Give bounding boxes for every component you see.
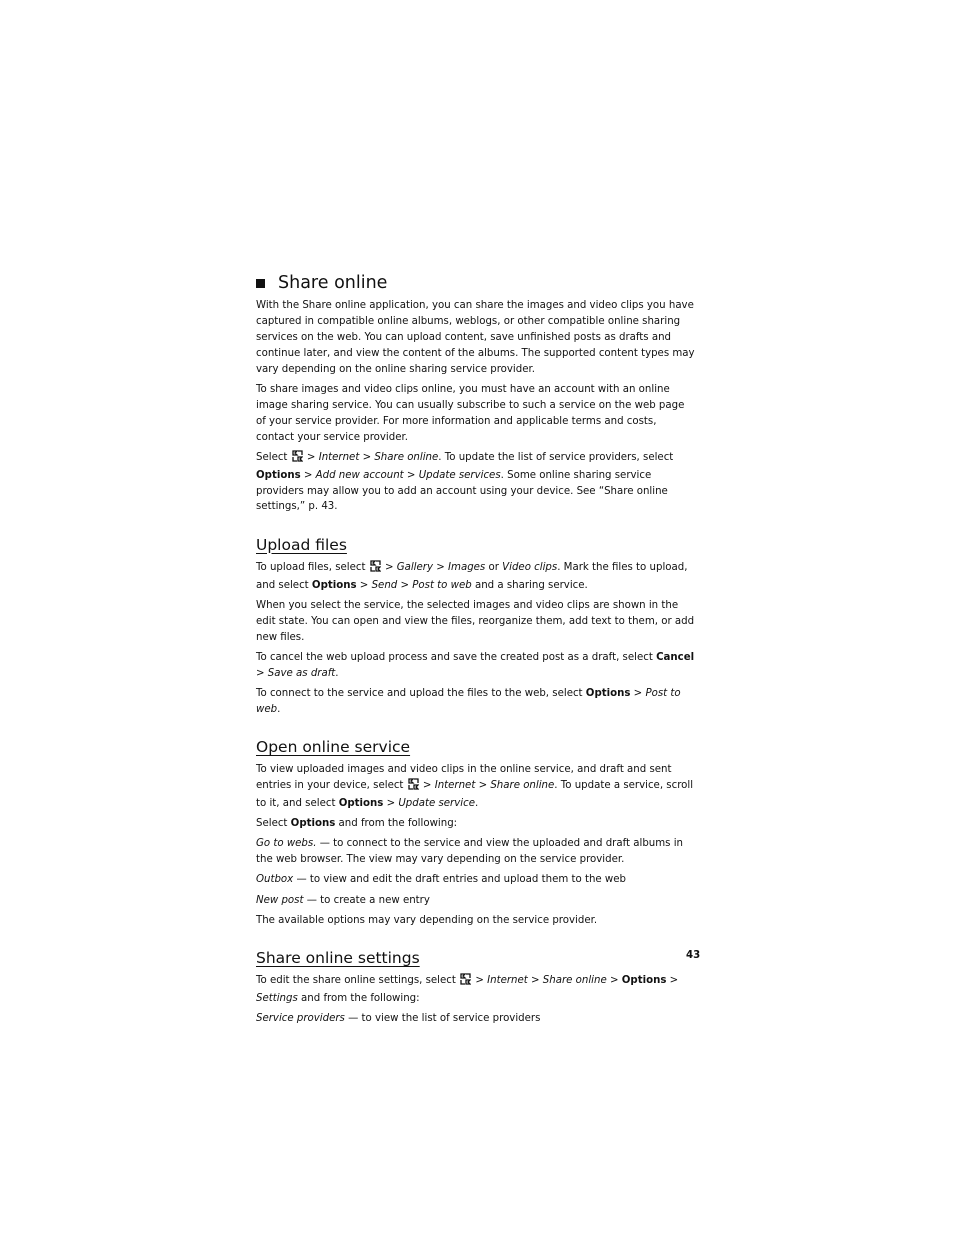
settings-heading: Share online settings bbox=[256, 948, 420, 967]
option-outbox: Outbox — to view and edit the draft entries and upload them to the web bbox=[256, 874, 626, 886]
section-heading bbox=[256, 270, 696, 296]
select-paragraph: Select > Internet > Share online. To update the list of service providers, select Options > Add new account > Update services. Some online sharing service providers may allow you to add an account using your device. See “Share online settings,” p. 43. bbox=[256, 451, 674, 513]
menu-key-icon bbox=[292, 450, 303, 468]
section-title: Share online bbox=[278, 273, 388, 293]
availability-paragraph: The available options may vary depending on the service provider. bbox=[256, 914, 598, 926]
settings-paragraph: To edit the share online settings, select > Internet > Share online > Options > Settings and from the following: bbox=[256, 974, 679, 1004]
intro-paragraph: With the Share online application, you can share the images and video clips you have captured in compatible online albums, weblogs, or other compatible online sharing services on the web. You can upload content, save unfinished posts as drafts and continue later, and view the content of the albums. The supported content types may vary depending on the online sharing service provider. bbox=[256, 300, 695, 375]
connect-paragraph: To connect to the service and upload the files to the web, select Options > Post to web. bbox=[256, 687, 681, 715]
option-go-to-webs: Go to webs. — to connect to the service and view the uploaded and draft albums in the web browser. The view may vary depending on the service provider. bbox=[256, 838, 684, 866]
menu-key-icon bbox=[370, 560, 381, 578]
options-paragraph: Select Options and from the following: bbox=[256, 818, 458, 830]
view-paragraph: To view uploaded images and video clips in the online service, and draft and sent entries in your device, select > Internet > Share online. To update a service, scroll to it, and select Options > Update service. bbox=[256, 764, 694, 809]
menu-key-icon bbox=[460, 973, 471, 991]
account-paragraph: To share images and video clips online, you must have an account with an online image sharing service. You can usually subscribe to such a service on the web page of your service provider. For more information and applicable terms and costs, contact your service provider. bbox=[256, 383, 685, 443]
upload-paragraph: To upload files, select > Gallery > Images or Video clips. Mark the files to upload, and select Options > Send > Post to web and a sharing service. bbox=[256, 561, 688, 591]
upload-files-heading: Upload files bbox=[256, 535, 347, 554]
menu-key-icon bbox=[408, 778, 419, 796]
option-service-providers: Service providers — to view the list of service providers bbox=[256, 1013, 541, 1025]
option-new-post: New post — to create a new entry bbox=[256, 894, 430, 906]
square-bullet-icon bbox=[256, 279, 265, 288]
open-service-heading: Open online service bbox=[256, 738, 411, 757]
document-page bbox=[256, 270, 696, 1031]
page-number: 43 bbox=[686, 950, 701, 961]
edit-state-paragraph: When you select the service, the selected images and video clips are shown in the edit state. You can open and view the files, reorganize them, add text to them, or add new files. bbox=[256, 599, 695, 643]
cancel-paragraph: To cancel the web upload process and save the created post as a draft, select Cancel > Save as draft. bbox=[256, 651, 695, 679]
